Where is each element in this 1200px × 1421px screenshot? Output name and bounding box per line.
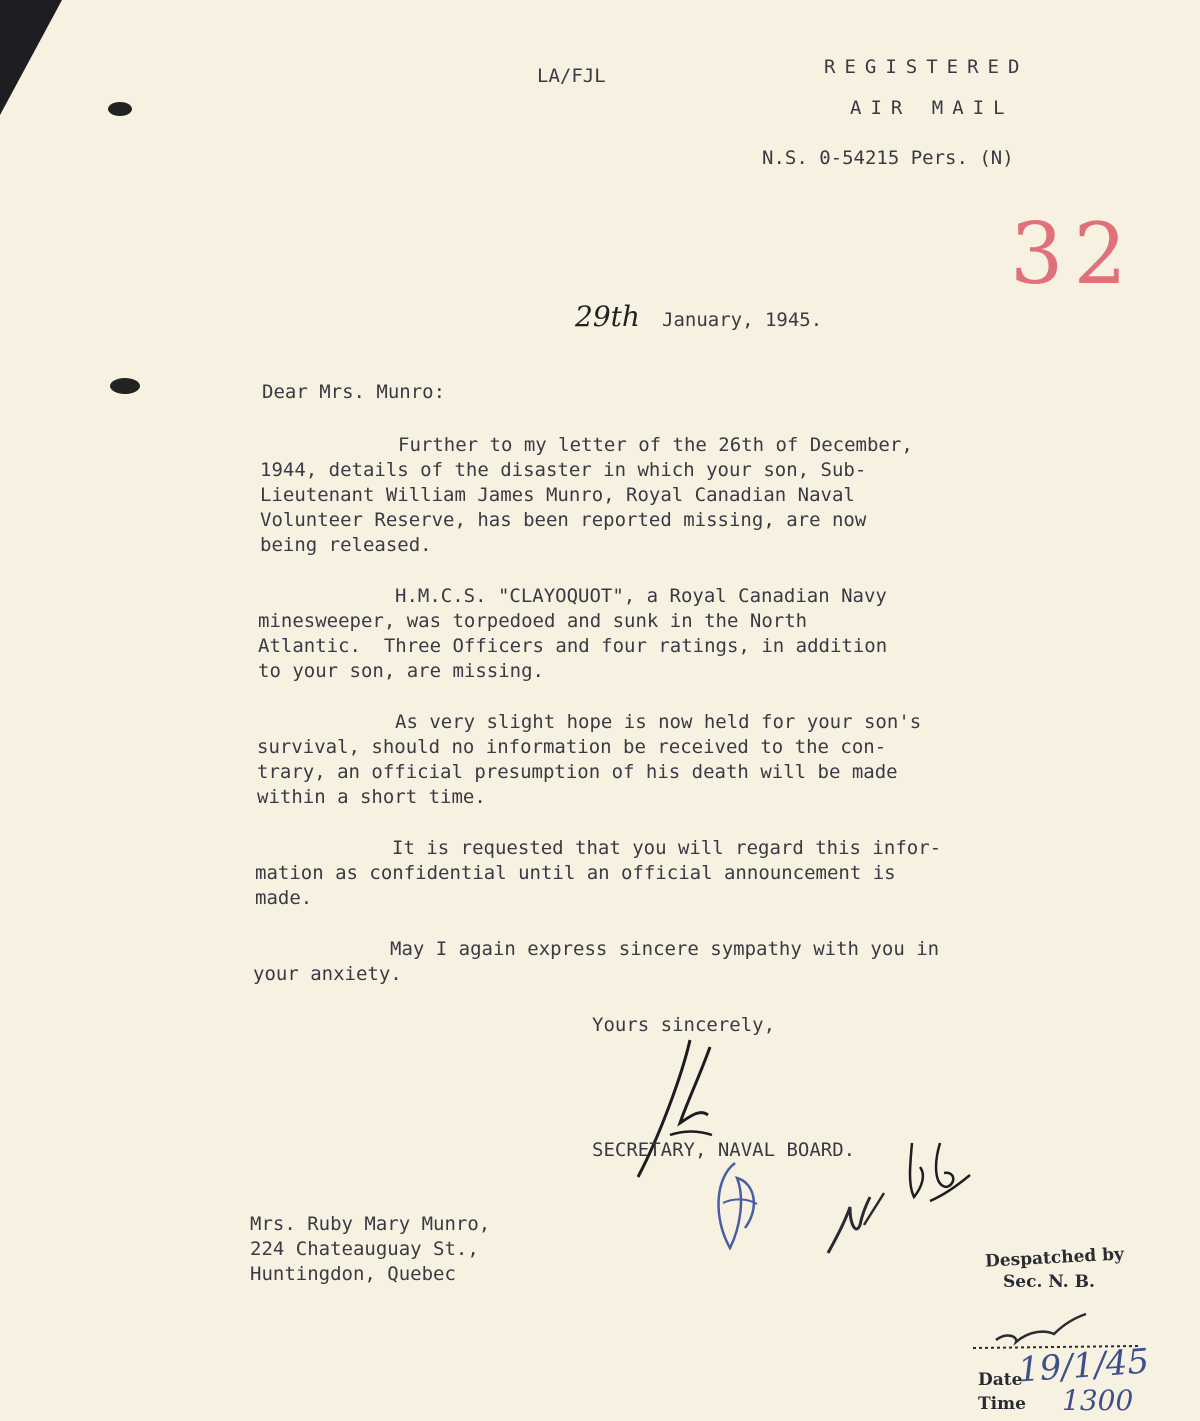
paragraph-line: Further to my letter of the 26th of December, xyxy=(398,434,913,456)
air-mail-label: AIR MAIL xyxy=(850,97,1014,119)
paragraph-line: being released. xyxy=(260,534,432,556)
stamp-date-value: 19/1/45 xyxy=(1016,1341,1151,1391)
stamp-time-label: Time xyxy=(978,1394,1026,1414)
paragraph-line: to your son, are missing. xyxy=(258,660,544,682)
pencil-initials xyxy=(820,1185,890,1260)
paragraph-line: Lieutenant William James Munro, Royal Canadian Naval xyxy=(260,484,855,506)
stamp-date-label: Date xyxy=(978,1370,1023,1390)
punch-hole-top xyxy=(108,102,132,116)
paragraph-line: It is requested that you will regard this infor- xyxy=(392,837,942,859)
file-number: N.S. 0-54215 Pers. (N) xyxy=(762,147,1014,169)
salutation: Dear Mrs. Munro: xyxy=(262,381,446,403)
stamp-time-value: 1300 xyxy=(1062,1384,1134,1417)
paragraph-line: As very slight hope is now held for your son's xyxy=(395,711,922,733)
closing: Yours sincerely, xyxy=(592,1014,776,1036)
punch-hole-middle xyxy=(110,378,140,394)
paragraph-line: H.M.C.S. "CLAYOQUOT", a Royal Canadian Navy xyxy=(395,585,887,607)
paragraph-line: your anxiety. xyxy=(253,963,402,985)
handwritten-date-day: 29th xyxy=(575,300,640,333)
paragraph-line: trary, an official presumption of his death will be made xyxy=(257,761,898,783)
blue-initials xyxy=(705,1158,765,1258)
paragraph-line: May I again express sincere sympathy with you in xyxy=(390,938,940,960)
paragraph-line: survival, should no information be received to the con- xyxy=(257,736,887,758)
paragraph-line: minesweeper, was torpedoed and sunk in the North xyxy=(258,610,808,632)
stamp-sec-nb: Sec. N. B. xyxy=(1003,1272,1095,1292)
folio-number: 32 xyxy=(1010,205,1137,303)
registered-label: REGISTERED xyxy=(824,56,1029,78)
addressee-line: Mrs. Ruby Mary Munro, xyxy=(250,1213,491,1235)
date-line: January, 1945. xyxy=(662,309,823,331)
paragraph-line: Volunteer Reserve, has been reported missing, are now xyxy=(260,509,867,531)
paragraph-line: 1944, details of the disaster in which your son, Sub- xyxy=(260,459,867,481)
stamp-despatched-by: Despatched by xyxy=(984,1244,1125,1272)
paragraph-line: Atlantic. Three Officers and four ratings, in addition xyxy=(258,635,888,657)
addressee-line: Huntingdon, Quebec xyxy=(250,1263,456,1285)
signatory-title: SECRETARY, NAVAL BOARD. xyxy=(592,1139,856,1161)
paragraph-line: within a short time. xyxy=(257,786,486,808)
paragraph-line: mation as confidential until an official announcement is xyxy=(255,862,896,884)
addressee-line: 224 Chateauguay St., xyxy=(250,1238,479,1260)
handwritten-marks xyxy=(900,1135,975,1215)
reference-code: LA/FJL xyxy=(537,65,606,87)
paragraph-line: made. xyxy=(255,887,313,909)
